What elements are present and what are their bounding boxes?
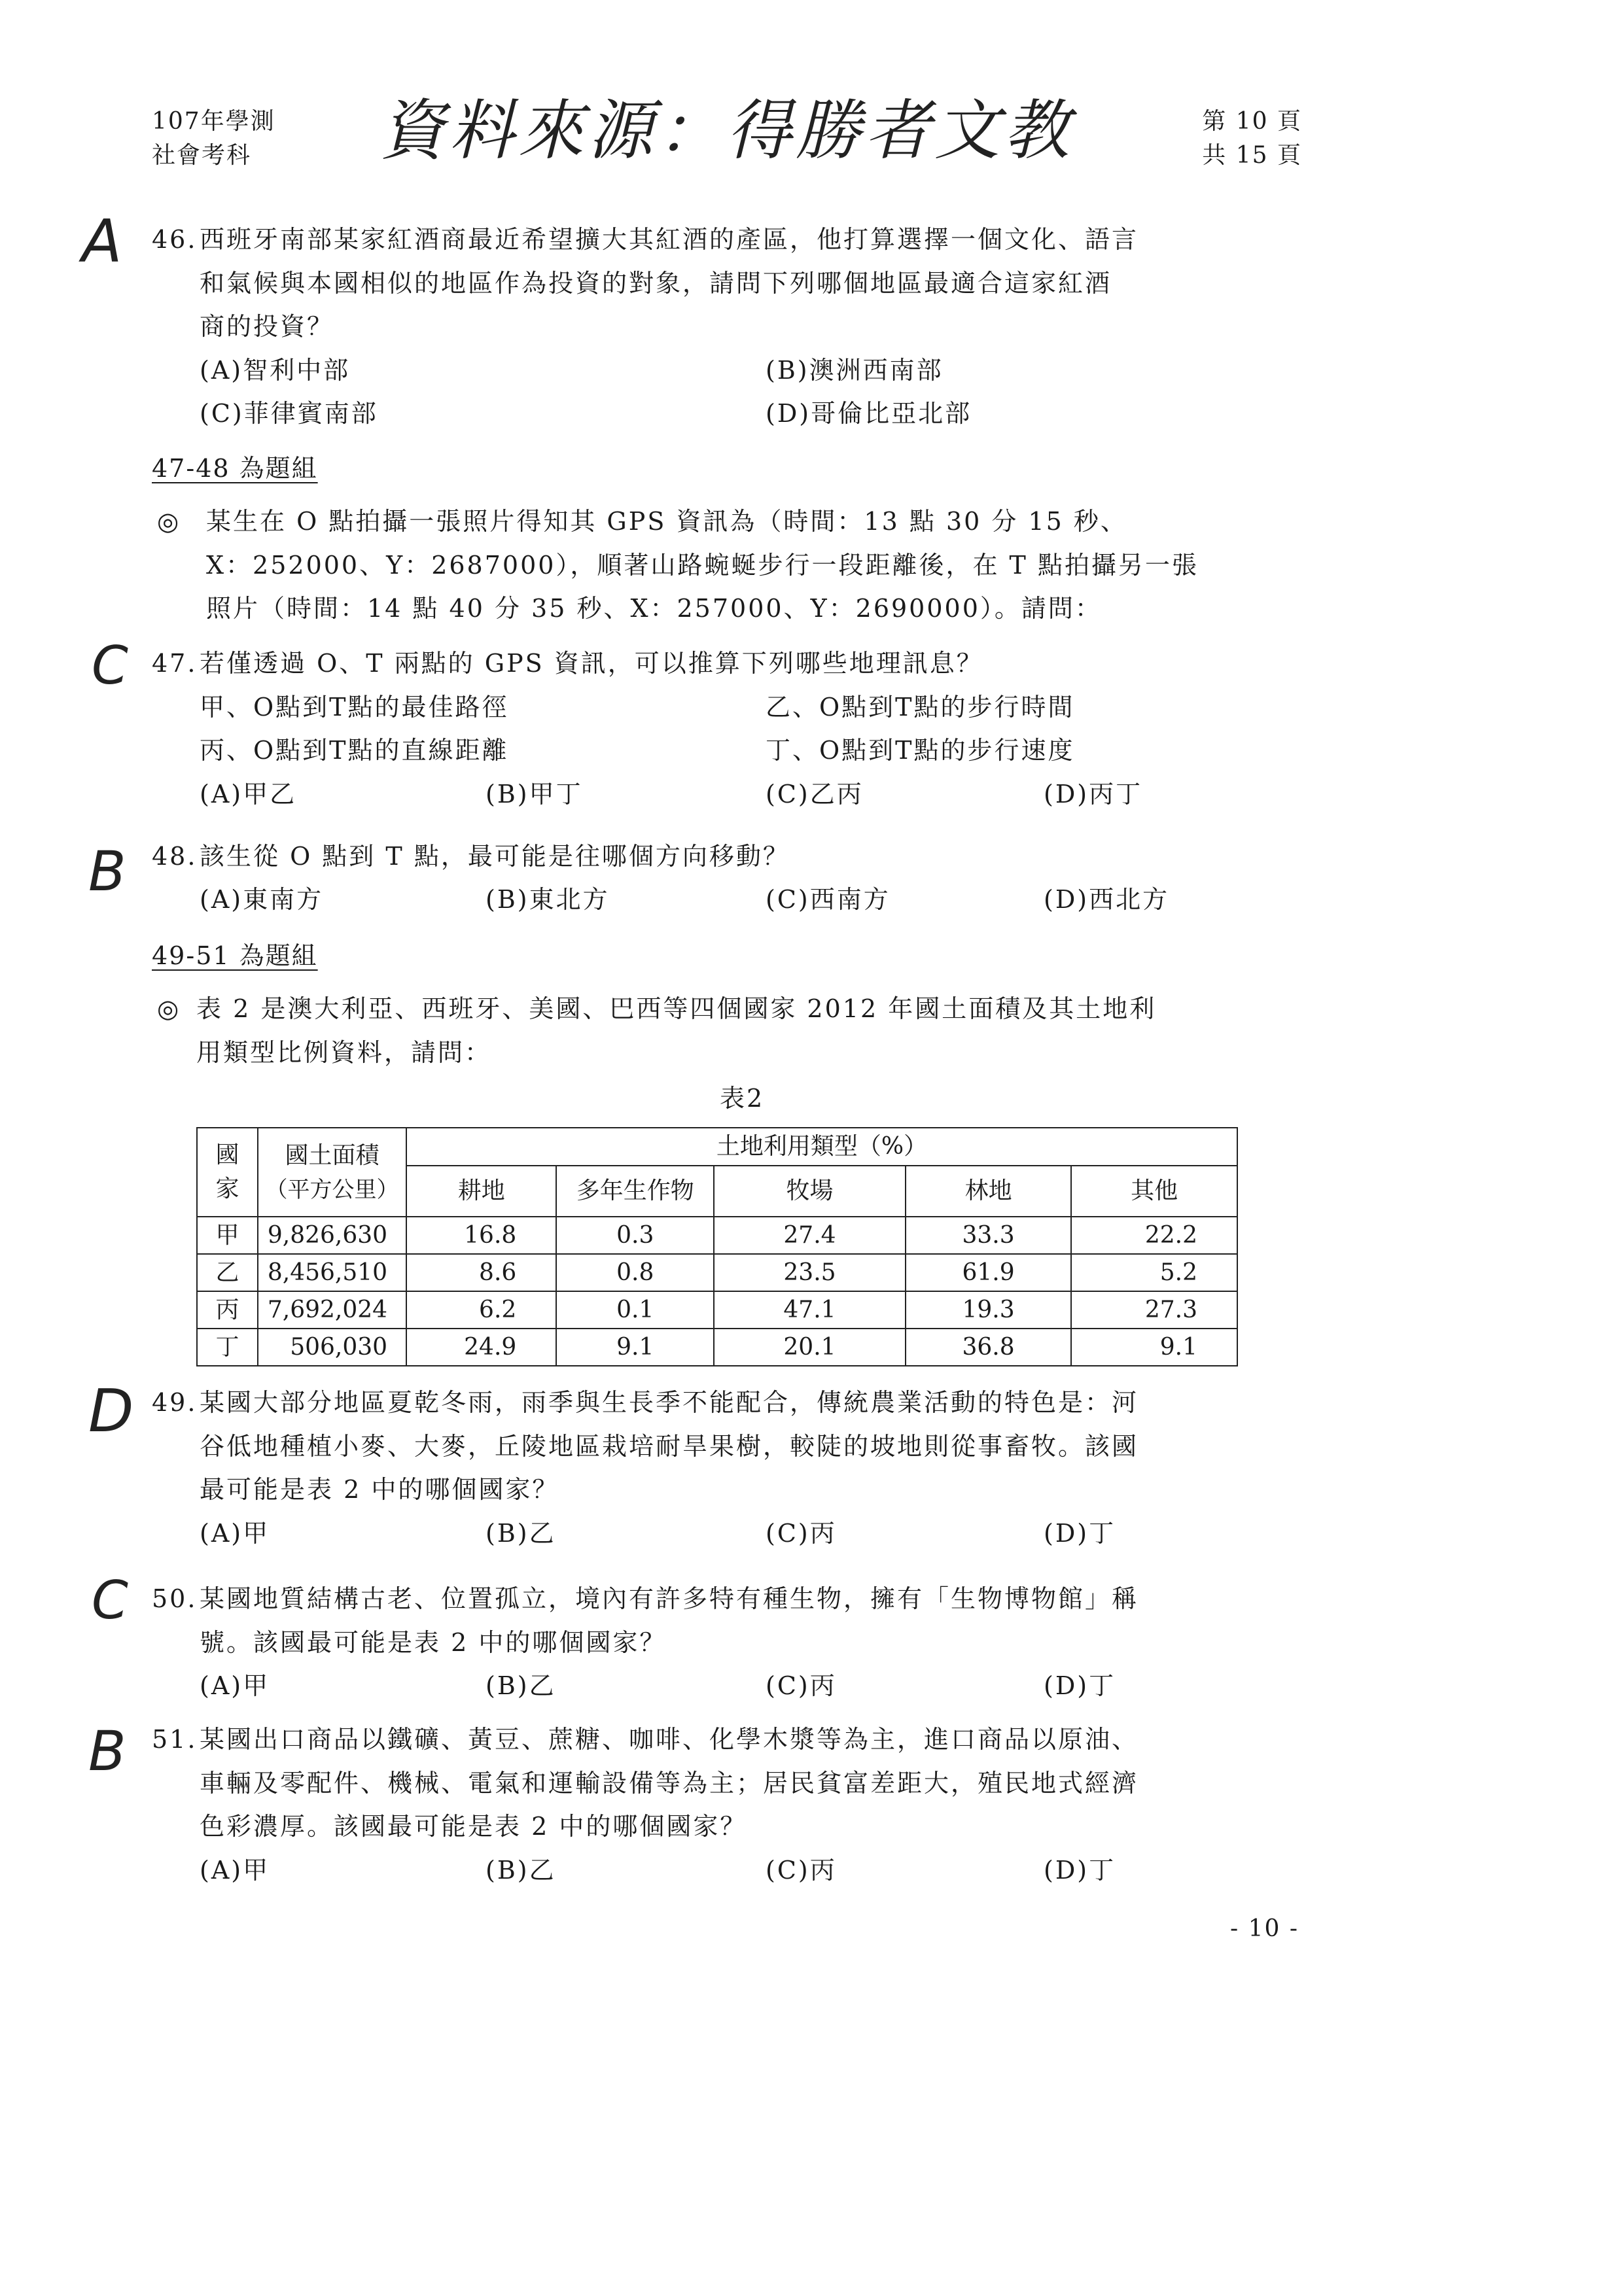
option-c: (C)菲律賓南部 xyxy=(200,399,378,428)
header-col-other: 其他 xyxy=(1071,1166,1237,1217)
cell-value: 0.3 xyxy=(556,1217,714,1254)
cell-value: 61.9 xyxy=(906,1254,1072,1291)
question-number: 48. xyxy=(152,842,198,871)
question-text-line: 某國出口商品以鐵礦、黃豆、蔗糖、咖啡、化學木漿等為主，進口商品以原油、 xyxy=(200,1725,1139,1754)
question-number: 51. xyxy=(152,1725,198,1754)
option-b: (B)乙 xyxy=(485,1671,556,1700)
group-intro-line: 照片（時間：14 點 40 分 35 秒、X：257000、Y：2690000）。請問： xyxy=(206,594,1102,623)
cell-value: 27.4 xyxy=(714,1217,906,1254)
question-text-line: 色彩濃厚。該國最可能是表 2 中的哪個國家？ xyxy=(200,1812,747,1841)
header-country: 國家 xyxy=(197,1128,258,1217)
answer-mark-q50: C xyxy=(92,1570,128,1631)
table-row xyxy=(197,1254,1237,1291)
question-stem: 若僅透過 O、T 兩點的 GPS 資訊，可以推算下列哪些地理訊息？ xyxy=(200,649,983,678)
question-text-line: 車輛及零配件、機械、電氣和運輸設備等為主；居民貧富差距大，殖民地式經濟 xyxy=(200,1769,1139,1798)
group-intro-line: 表 2 是澳大利亞、西班牙、美國、巴西等四個國家 2012 年國土面積及其土地利 xyxy=(196,994,1157,1023)
question-group-label: 49-51 為題組 xyxy=(152,941,318,970)
option-c: (C)丙 xyxy=(766,1856,837,1885)
cell-value: 24.9 xyxy=(406,1329,556,1366)
question-number: 49. xyxy=(152,1388,198,1417)
table-caption: 表2 xyxy=(720,1084,765,1113)
option-d: (D)丁 xyxy=(1044,1519,1116,1548)
answer-mark-q48: B xyxy=(88,839,126,903)
question-stem: 該生從 O 點到 T 點，最可能是往哪個方向移動？ xyxy=(200,842,790,871)
cell-value: 27.3 xyxy=(1071,1291,1237,1329)
header-land-use: 土地利用類型（%） xyxy=(406,1128,1237,1166)
option-a: (A)甲 xyxy=(200,1856,270,1885)
cell-area: 506,030 xyxy=(258,1329,406,1366)
option-c: (C)丙 xyxy=(766,1519,837,1548)
cell-value: 8.6 xyxy=(406,1254,556,1291)
option-b: (B)東北方 xyxy=(485,885,610,914)
option-a: (A)甲 xyxy=(200,1671,270,1700)
cell-value: 6.2 xyxy=(406,1291,556,1329)
question-number: 47. xyxy=(152,649,198,678)
choice-item-yi: 乙、O點到T點的步行時間 xyxy=(766,693,1075,722)
question-text-line: 谷低地種植小麥、大麥，丘陵地區栽培耐旱果樹，較陡的坡地則從事畜牧。該國 xyxy=(200,1432,1139,1461)
option-a: (A)東南方 xyxy=(200,885,324,914)
cell-value: 47.1 xyxy=(714,1291,906,1329)
question-text-line: 某國大部分地區夏乾冬雨，雨季與生長季不能配合，傳統農業活動的特色是：河 xyxy=(200,1388,1139,1417)
table-row xyxy=(197,1217,1237,1254)
option-d: (D)哥倫比亞北部 xyxy=(766,399,972,428)
cell-value: 19.3 xyxy=(906,1291,1072,1329)
group-intro-line: 某生在 O 點拍攝一張照片得知其 GPS 資訊為（時間：13 點 30 分 15 秒、 xyxy=(206,507,1127,536)
option-d: (D)丁 xyxy=(1044,1856,1116,1885)
option-d: (D)西北方 xyxy=(1044,885,1170,914)
cell-value: 22.2 xyxy=(1071,1217,1237,1254)
cell-area: 7,692,024 xyxy=(258,1291,406,1329)
cell-country: 丙 xyxy=(197,1291,258,1329)
answer-mark-q46: A xyxy=(82,207,122,276)
option-b: (B)乙 xyxy=(485,1519,556,1548)
option-c: (C)乙丙 xyxy=(766,780,864,809)
cell-value: 23.5 xyxy=(714,1254,906,1291)
exam-year: 107年學測 xyxy=(152,108,275,135)
question-group-label: 47-48 為題組 xyxy=(152,454,318,483)
cell-value: 9.1 xyxy=(556,1329,714,1366)
group-intro-line: 用類型比例資料，請問： xyxy=(196,1038,492,1067)
header-col-forest: 林地 xyxy=(906,1166,1072,1217)
total-pages-label: 共 15 頁 xyxy=(1202,142,1302,169)
question-text-line: 某國地質結構古老、位置孤立，境內有許多特有種生物，擁有「生物博物館」稱 xyxy=(200,1584,1139,1613)
choice-item-ding: 丁、O點到T點的步行速度 xyxy=(766,736,1075,765)
answer-mark-q51: B xyxy=(88,1719,126,1783)
page-header-left xyxy=(152,105,275,173)
cell-value: 5.2 xyxy=(1071,1254,1237,1291)
page-label: 第 10 頁 xyxy=(1202,108,1302,135)
cell-value: 16.8 xyxy=(406,1217,556,1254)
question-text-line: 西班牙南部某家紅酒商最近希望擴大其紅酒的產區，他打算選擇一個文化、語言 xyxy=(200,225,1139,254)
answer-mark-q47: C xyxy=(92,635,128,696)
answer-mark-q49: D xyxy=(88,1377,134,1446)
question-text-line: 最可能是表 2 中的哪個國家？ xyxy=(200,1475,559,1504)
cell-value: 9.1 xyxy=(1071,1329,1237,1366)
cell-country: 乙 xyxy=(197,1254,258,1291)
group-intro-line: X：252000、Y：2687000），順著山路蜿蜒步行一段距離後，在 T 點拍攝另一張 xyxy=(206,551,1199,580)
header-col-arable: 耕地 xyxy=(406,1166,556,1217)
cell-value: 0.8 xyxy=(556,1254,714,1291)
option-b: (B)澳洲西南部 xyxy=(766,356,944,385)
option-a: (A)甲 xyxy=(200,1519,270,1548)
handwritten-source-note: 資料來源：得勝者文教 xyxy=(380,92,1073,169)
table-row xyxy=(197,1329,1237,1366)
option-b: (B)甲丁 xyxy=(485,780,583,809)
option-a: (A)甲乙 xyxy=(200,780,297,809)
header-col-perennial: 多年生作物 xyxy=(556,1166,714,1217)
option-d: (D)丙丁 xyxy=(1044,780,1143,809)
question-text-line: 號。該國最可能是表 2 中的哪個國家？ xyxy=(200,1628,667,1657)
table-row xyxy=(197,1291,1237,1329)
page-header-right xyxy=(1171,105,1302,173)
question-number: 46. xyxy=(152,225,198,254)
page-number: - 10 - xyxy=(1230,1915,1299,1942)
question-text-line: 商的投資？ xyxy=(200,312,334,341)
subject-name: 社會考科 xyxy=(152,142,252,169)
cell-value: 0.1 xyxy=(556,1291,714,1329)
cell-value: 20.1 xyxy=(714,1329,906,1366)
header-area: 國土面積 （平方公里） xyxy=(258,1128,406,1217)
group-mark: ◎ xyxy=(157,994,181,1023)
cell-country: 丁 xyxy=(197,1329,258,1366)
header-col-pasture: 牧場 xyxy=(714,1166,906,1217)
question-text-line: 和氣候與本國相似的地區作為投資的對象，請問下列哪個地區最適合這家紅酒 xyxy=(200,269,1112,298)
option-d: (D)丁 xyxy=(1044,1671,1116,1700)
option-c: (C)丙 xyxy=(766,1671,837,1700)
question-number: 50. xyxy=(152,1584,198,1613)
cell-area: 8,456,510 xyxy=(258,1254,406,1291)
cell-country: 甲 xyxy=(197,1217,258,1254)
cell-value: 36.8 xyxy=(906,1329,1072,1366)
cell-value: 33.3 xyxy=(906,1217,1072,1254)
choice-item-jia: 甲、O點到T點的最佳路徑 xyxy=(200,693,509,722)
option-b: (B)乙 xyxy=(485,1856,556,1885)
group-mark: ◎ xyxy=(157,507,181,536)
cell-area: 9,826,630 xyxy=(258,1217,406,1254)
option-c: (C)西南方 xyxy=(766,885,891,914)
option-a: (A)智利中部 xyxy=(200,356,351,385)
choice-item-bing: 丙、O點到T點的直線距離 xyxy=(200,736,509,765)
land-use-table xyxy=(196,1127,1238,1366)
